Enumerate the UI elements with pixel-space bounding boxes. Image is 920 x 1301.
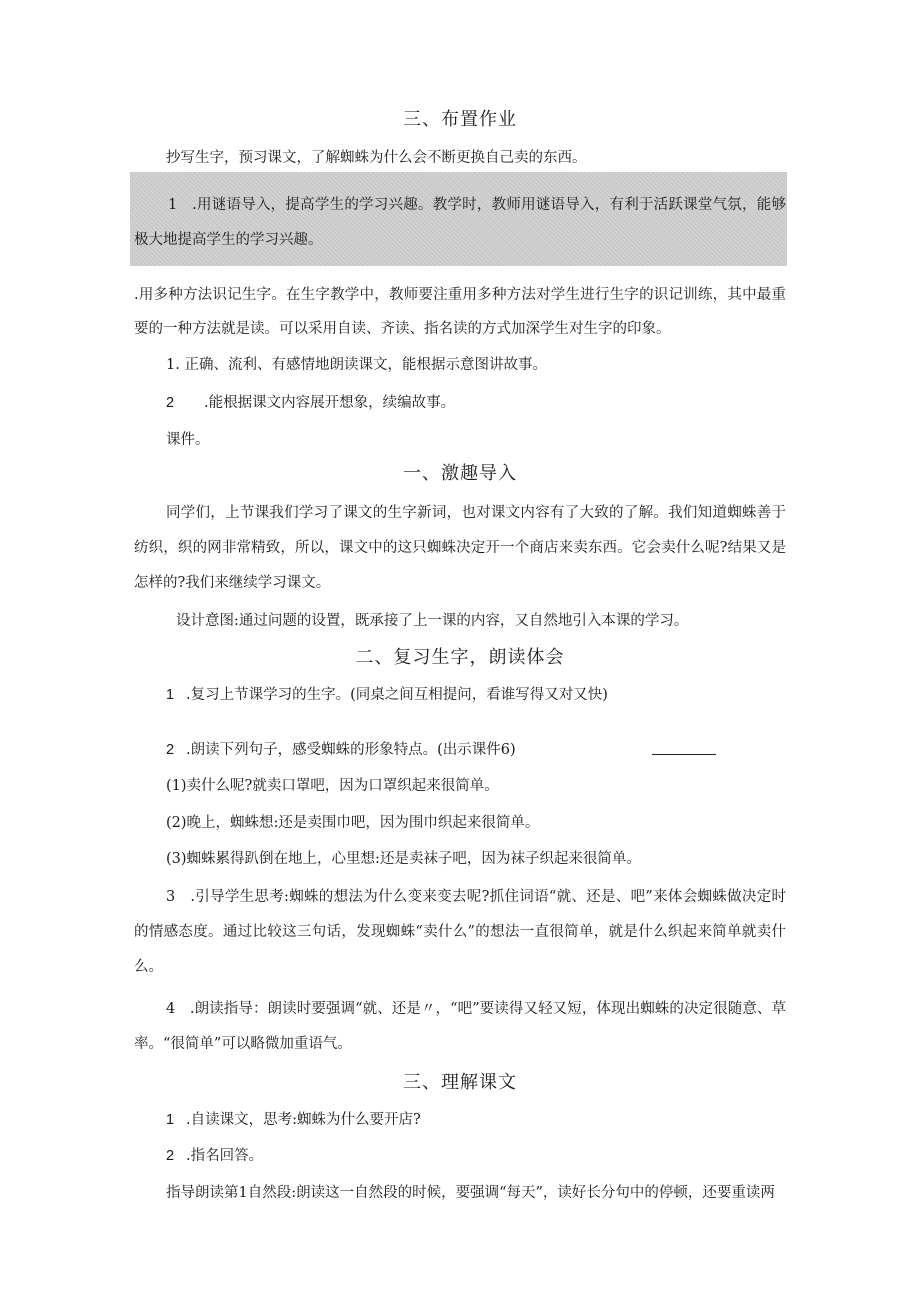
s3-item-2-text: .指名回答。 xyxy=(186,1148,264,1164)
goal-2 xyxy=(166,393,455,413)
answer-blank-line xyxy=(652,754,716,755)
preparation: 课件。 xyxy=(166,432,210,448)
section-1-design: 设计意图:通过问题的设置，既承接了上一课的内容，又自然地引入本课的学习。 xyxy=(176,613,689,629)
section-1-heading: 一、激趣导入 xyxy=(403,463,517,484)
sentence-2: (2)晚上，蜘蛛想:还是卖围巾吧，因为围巾织起来很简单。 xyxy=(166,815,540,831)
goal-2-number: 2 xyxy=(166,395,175,411)
method-paragraph: .用多种方法识记生字。在生字教学中，教师要注重用多种方法对学生进行生字的识记训练，其中最重要的一种方法就是读。可以采用自读、齐读、指名读的方式加深学生对生字的印象。 xyxy=(134,287,786,337)
section-2-item-1 xyxy=(166,685,608,705)
section-2-item-4: 4 .朗读指导：朗读时要强调“就、还是〃，“吧”要读得又轻又短，体现出蜘蛛的决定很随意、草率。“很简单”可以略微加重语气。 xyxy=(134,1001,786,1052)
section-3-item-2 xyxy=(166,1146,263,1166)
item-1-text: .复习上节课学习的生字。(同桌之间互相提问，看谁写得又对又快) xyxy=(186,687,608,703)
s3-item-2-number: 2 xyxy=(166,1148,175,1164)
item-1-number: 1 xyxy=(166,687,175,703)
sentence-1: (1)卖什么呢?就卖口罩吧，因为口罩织起来很简单。 xyxy=(166,778,499,794)
sentence-3: (3)蜘蛛累得趴倒在地上，心里想:还是卖袜子吧，因为袜子织起来很简单。 xyxy=(166,851,641,867)
section-2-item-2 xyxy=(166,740,516,760)
section-3-guide: 指导朗读第1自然段:朗读这一自然段的时候，要强调“每天”，读好长分句中的停顿，还要重读两 xyxy=(166,1185,775,1201)
goal-1: 1. 正确、流利、有感情地朗读课文，能根据示意图讲故事。 xyxy=(166,357,547,373)
section-2-heading: 二、复习生字，朗读体会 xyxy=(355,647,565,668)
section-2-item-3: 3 .引导学生思考:蜘蛛的想法为什么变来变去呢?抓住词语“就、还是、吧”来体会蜘蛛做决定时的情感态度。通过比较这三句话，发现蜘蛛“卖什么”的想法一直很简单，就是什么织起来简单就卖什么。 xyxy=(134,889,786,975)
highlight-text: 1 .用谜语导入，提高学生的学习兴趣。教学时，教师用谜语导入，有利于活跃课堂气氛，能够极大地提高学生的学习兴趣。 xyxy=(134,197,786,248)
section-3-item-1 xyxy=(166,1110,421,1130)
s3-item-1-number: 1 xyxy=(166,1112,175,1128)
item-2-text: .朗读下列句子，感受蜘蛛的形象特点。(出示课件6) xyxy=(186,742,516,758)
section-1-text: 同学们，上节课我们学习了课文的生字新词，也对课文内容有了大致的了解。我们知道蜘蛛善于纺织，织的网非常精致，所以，课文中的这只蜘蛛决定开一个商店来卖东西。它会卖什么呢?结果又是怎样的?我们来继续学习课文。 xyxy=(134,505,786,591)
homework-heading: 三、布置作业 xyxy=(403,109,517,130)
s3-item-1-text: .自读课文，思考:蜘蛛为什么要开店? xyxy=(186,1112,421,1128)
section-3-heading: 三、理解课文 xyxy=(403,1072,517,1093)
item-2-number: 2 xyxy=(166,742,175,758)
homework-text: 抄写生字，预习课文，了解蜘蛛为什么会不断更换自己卖的东西。 xyxy=(166,150,587,166)
goal-2-text: .能根据课文内容展开想象，续编故事。 xyxy=(204,395,456,411)
